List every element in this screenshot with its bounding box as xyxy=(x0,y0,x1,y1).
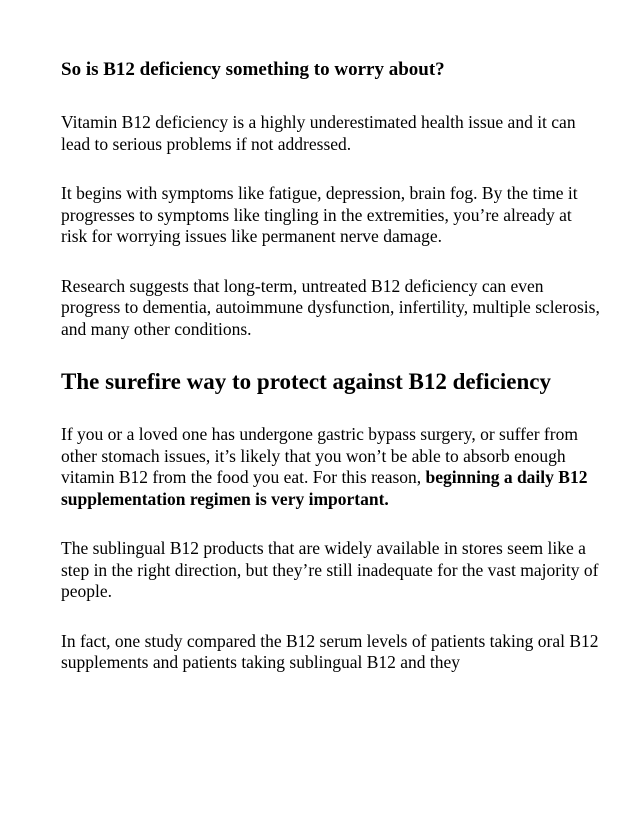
paragraph-sublingual: The sublingual B12 products that are widely available in stores seem like a step in the right direction, but they’re still inadequate for the vast majority of people. xyxy=(61,538,599,601)
paragraph-underestimated: Vitamin B12 deficiency is a highly underestimated health issue and it can lead to serious problems if not addressed. xyxy=(61,112,576,154)
heading-worry: So is B12 deficiency something to worry about? xyxy=(61,59,445,80)
document-page xyxy=(61,58,601,702)
paragraph-symptoms: It begins with symptoms like fatigue, depression, brain fog. By the time it progresses to symptoms like tingling in the extremities, you’re already at risk for worrying issues like permanent nerve damage. xyxy=(61,183,578,246)
paragraph-study: In fact, one study compared the B12 serum levels of patients taking oral B12 supplements and patients taking sublingual B12 and they xyxy=(61,630,599,672)
paragraph-bypass xyxy=(61,424,601,510)
paragraph-bypass-emphasis: beginning a daily B12 supplementation regimen is very important. xyxy=(61,467,588,509)
paragraph-bypass-text: If you or a loved one has undergone gastric bypass surgery, or suffer from other stomach issues, it’s likely that you won’t be able to absorb enough vitamin B12 from the food you eat. For this reason, xyxy=(61,424,578,487)
paragraph-research: Research suggests that long-term, untreated B12 deficiency can even progress to dementia, autoimmune dysfunction, infertility, multiple sclerosis, and many other conditions. xyxy=(61,275,600,339)
heading-protect: The surefire way to protect against B12 deficiency xyxy=(61,369,551,394)
